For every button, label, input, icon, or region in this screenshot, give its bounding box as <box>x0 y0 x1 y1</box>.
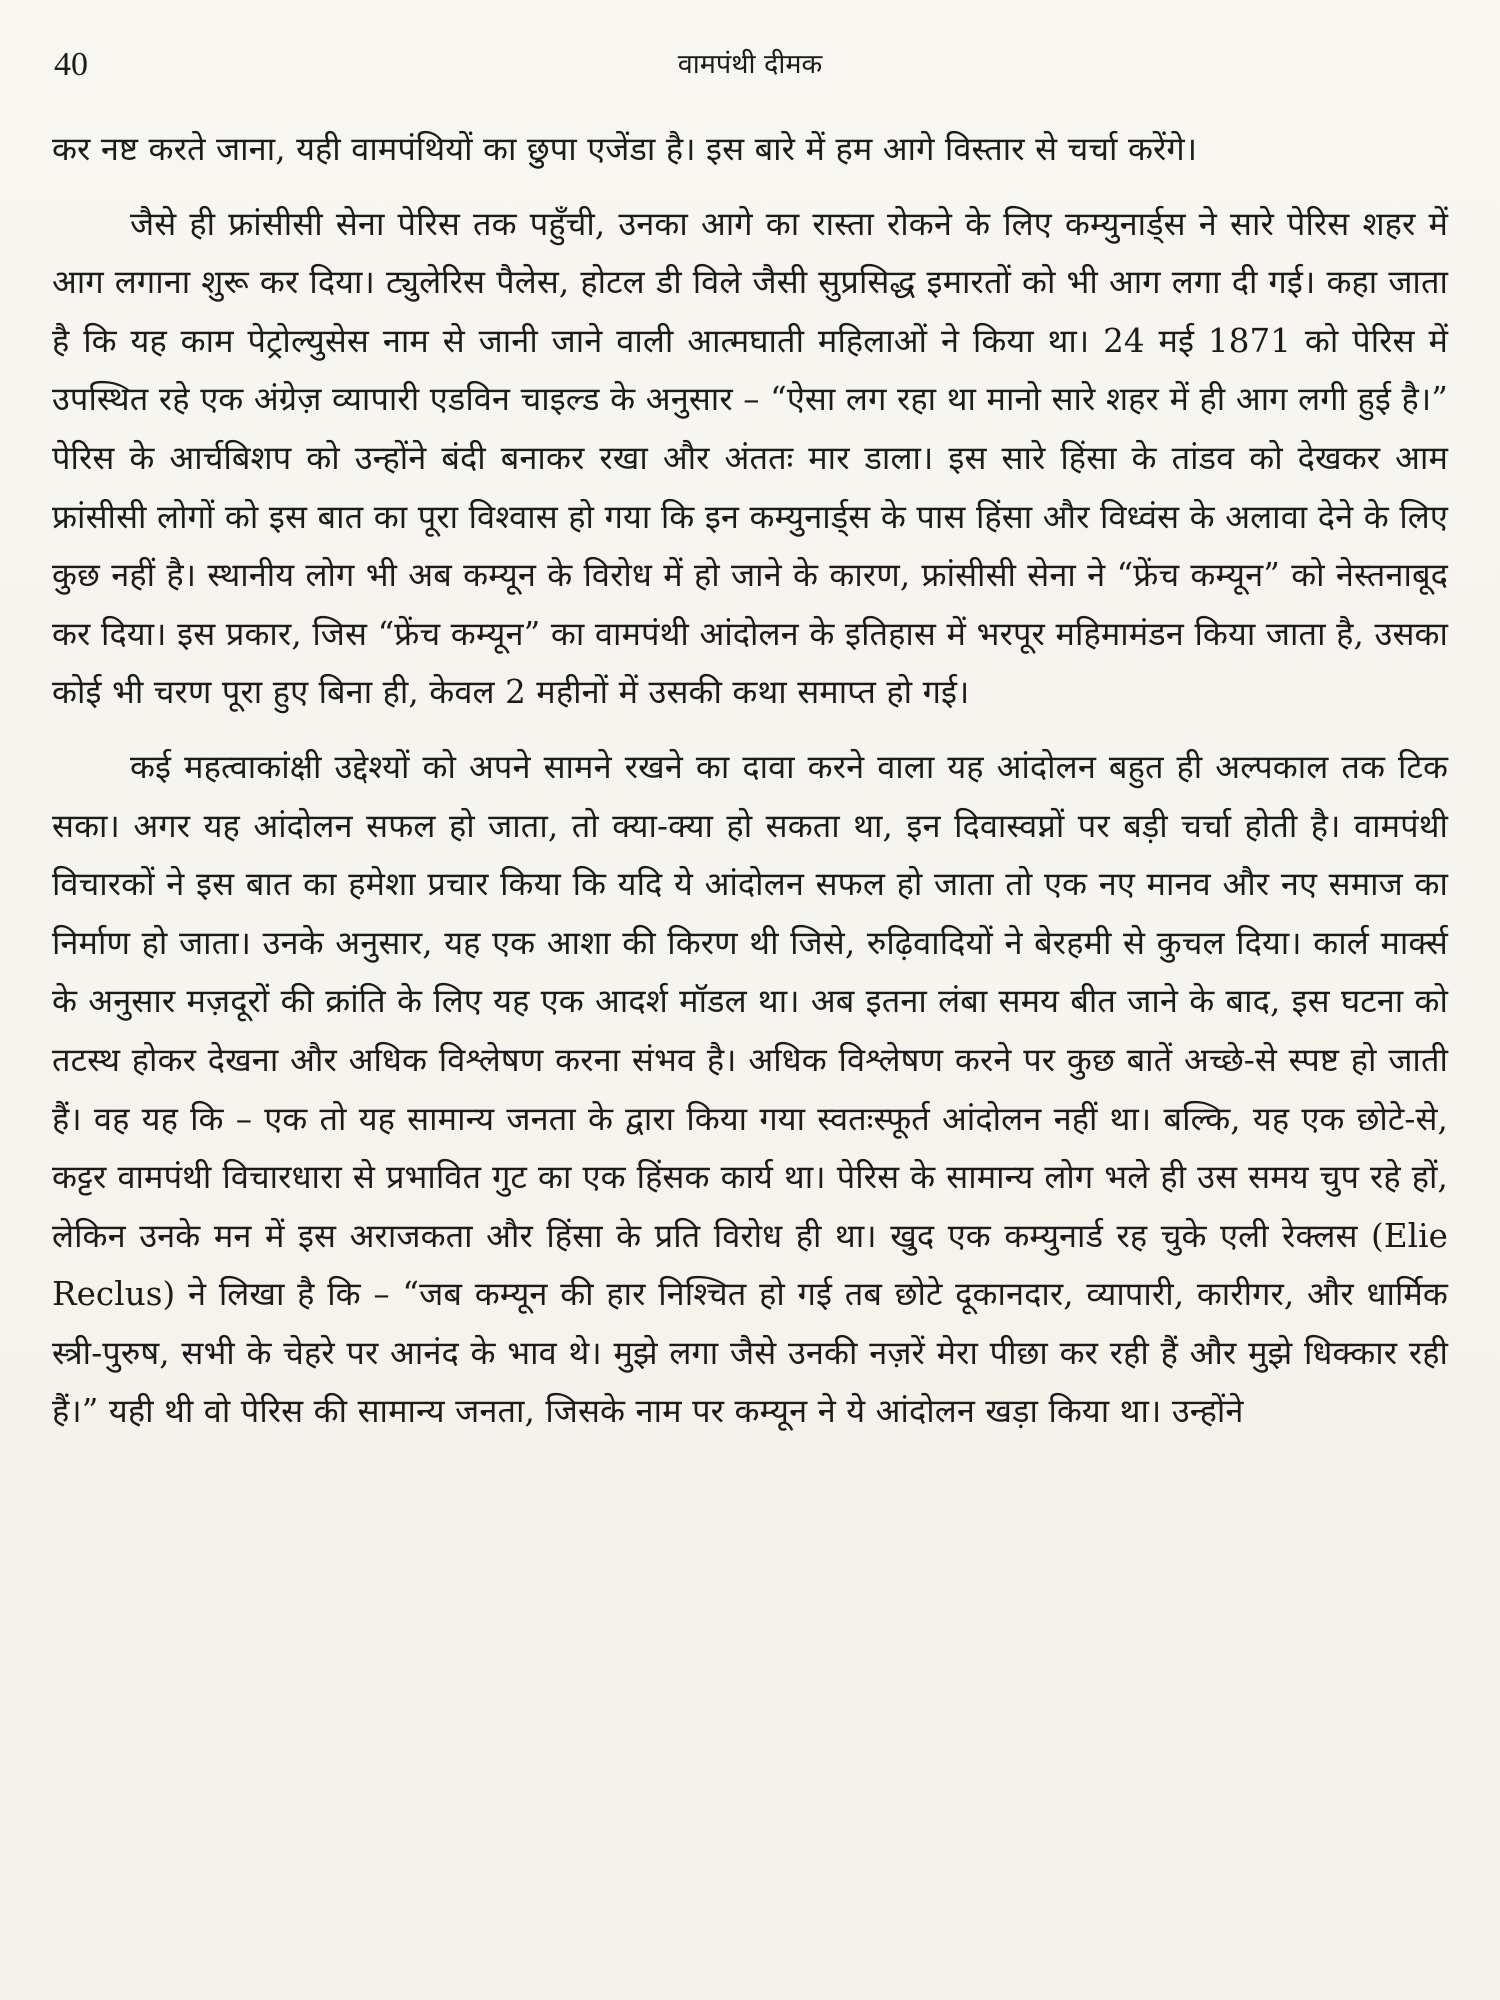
paragraph-paris-fire: जैसे ही फ्रांसीसी सेना पेरिस तक पहुँची, उनका आगे का रास्ता रोकने के लिए कम्युनार्ड्स ने सारे पेरिस शहर में आग लगाना शुरू कर दिया। ट्युलेरिस पैलेस, होटल डी विले जैसी सुप्रसिद्ध इमारतों को भी आग लगा दी गई। कहा जाता है कि यह काम पेट्रोल्युसेस नाम से जानी जाने वाली आत्मघाती महिलाओं ने किया था। 24 मई 1871 को पेरिस में उपस्थित रहे एक अंग्रेज़ व्यापारी एडविन चाइल्ड के अनुसार – “ऐसा लग रहा था मानो सारे शहर में ही आग लगी हुई है।” पेरिस के आर्चबिशप को उन्होंने बंदी बनाकर रखा और अंततः मार डाला। इस सारे हिंसा के तांडव को देखकर आम फ्रांसीसी लोगों को इस बात का पूरा विश्वास हो गया कि इन कम्युनार्ड्स के पास हिंसा और विध्वंस के अलावा देने के लिए कुछ नहीं है। स्थानीय लोग भी अब कम्यून के विरोध में हो जाने के कारण, फ्रांसीसी सेना ने “फ्रेंच कम्यून” को नेस्तनाबूद कर दिया। इस प्रकार, जिस “फ्रेंच कम्यून” का वामपंथी आंदोलन के इतिहास में भरपूर महिमामंडन किया जाता है, उसका कोई भी चरण पूरा हुए बिना ही, केवल 2 महीनों में उसकी कथा समाप्त हो गई। <box>52 204 1448 712</box>
body-text <box>52 120 1448 1441</box>
paragraph-commune-analysis: कई महत्वाकांक्षी उद्देश्यों को अपने सामने रखने का दावा करने वाला यह आंदोलन बहुत ही अल्पकाल तक टिक सका। अगर यह आंदोलन सफल हो जाता, तो क्या-क्या हो सकता था, इन दिवास्वप्नों पर बड़ी चर्चा होती है। वामपंथी विचारकों ने इस बात का हमेशा प्रचार किया कि यदि ये आंदोलन सफल हो जाता तो एक नए मानव और नए समाज का निर्माण हो जाता। उनके अनुसार, यह एक आशा की किरण थी जिसे, रुढ़िवादियों ने बेरहमी से कुचल दिया। कार्ल मार्क्स के अनुसार मज़दूरों की क्रांति के लिए यह एक आदर्श मॉडल था। अब इतना लंबा समय बीत जाने के बाद, इस घटना को तटस्थ होकर देखना और अधिक विश्लेषण करना संभव है। अधिक विश्लेषण करने पर कुछ बातें अच्छे-से स्पष्ट हो जाती हैं। वह यह कि – एक तो यह सामान्य जनता के द्वारा किया गया स्वतःस्फूर्त आंदोलन नहीं था। बल्कि, यह एक छोटे-से, कट्टर वामपंथी विचारधारा से प्रभावित गुट का एक हिंसक कार्य था। पेरिस के सामान्य लोग भले ही उस समय चुप रहे हों, लेकिन उनके मन में इस अराजकता और हिंसा के प्रति विरोध ही था। खुद एक कम्युनार्ड रह चुके एली रेक्लस (Elie Reclus) ने लिखा है कि – “जब कम्यून की हार निश्चित हो गई तब छोटे दूकानदार, व्यापारी, कारीगर, और धार्मिक स्त्री-पुरुष, सभी के चेहरे पर आनंद के भाव थे। मुझे लगा जैसे उनकी नज़रें मेरा पीछा कर रही हैं और मुझे धिक्कार रही हैं।” यही थी वो पेरिस की सामान्य जनता, जिसके नाम पर कम्यून ने ये आंदोलन खड़ा किया था। उन्होंने <box>52 747 1448 1431</box>
paragraph-continuation: कर नष्ट करते जाना, यही वामपंथियों का छुपा एजेंडा है। इस बारे में हम आगे विस्तार से चर्चा करेंगे। <box>52 130 1198 168</box>
page-header <box>52 36 1448 94</box>
page-number: 40 <box>54 46 88 83</box>
running-title: वामपंथी दीमक <box>677 49 823 80</box>
